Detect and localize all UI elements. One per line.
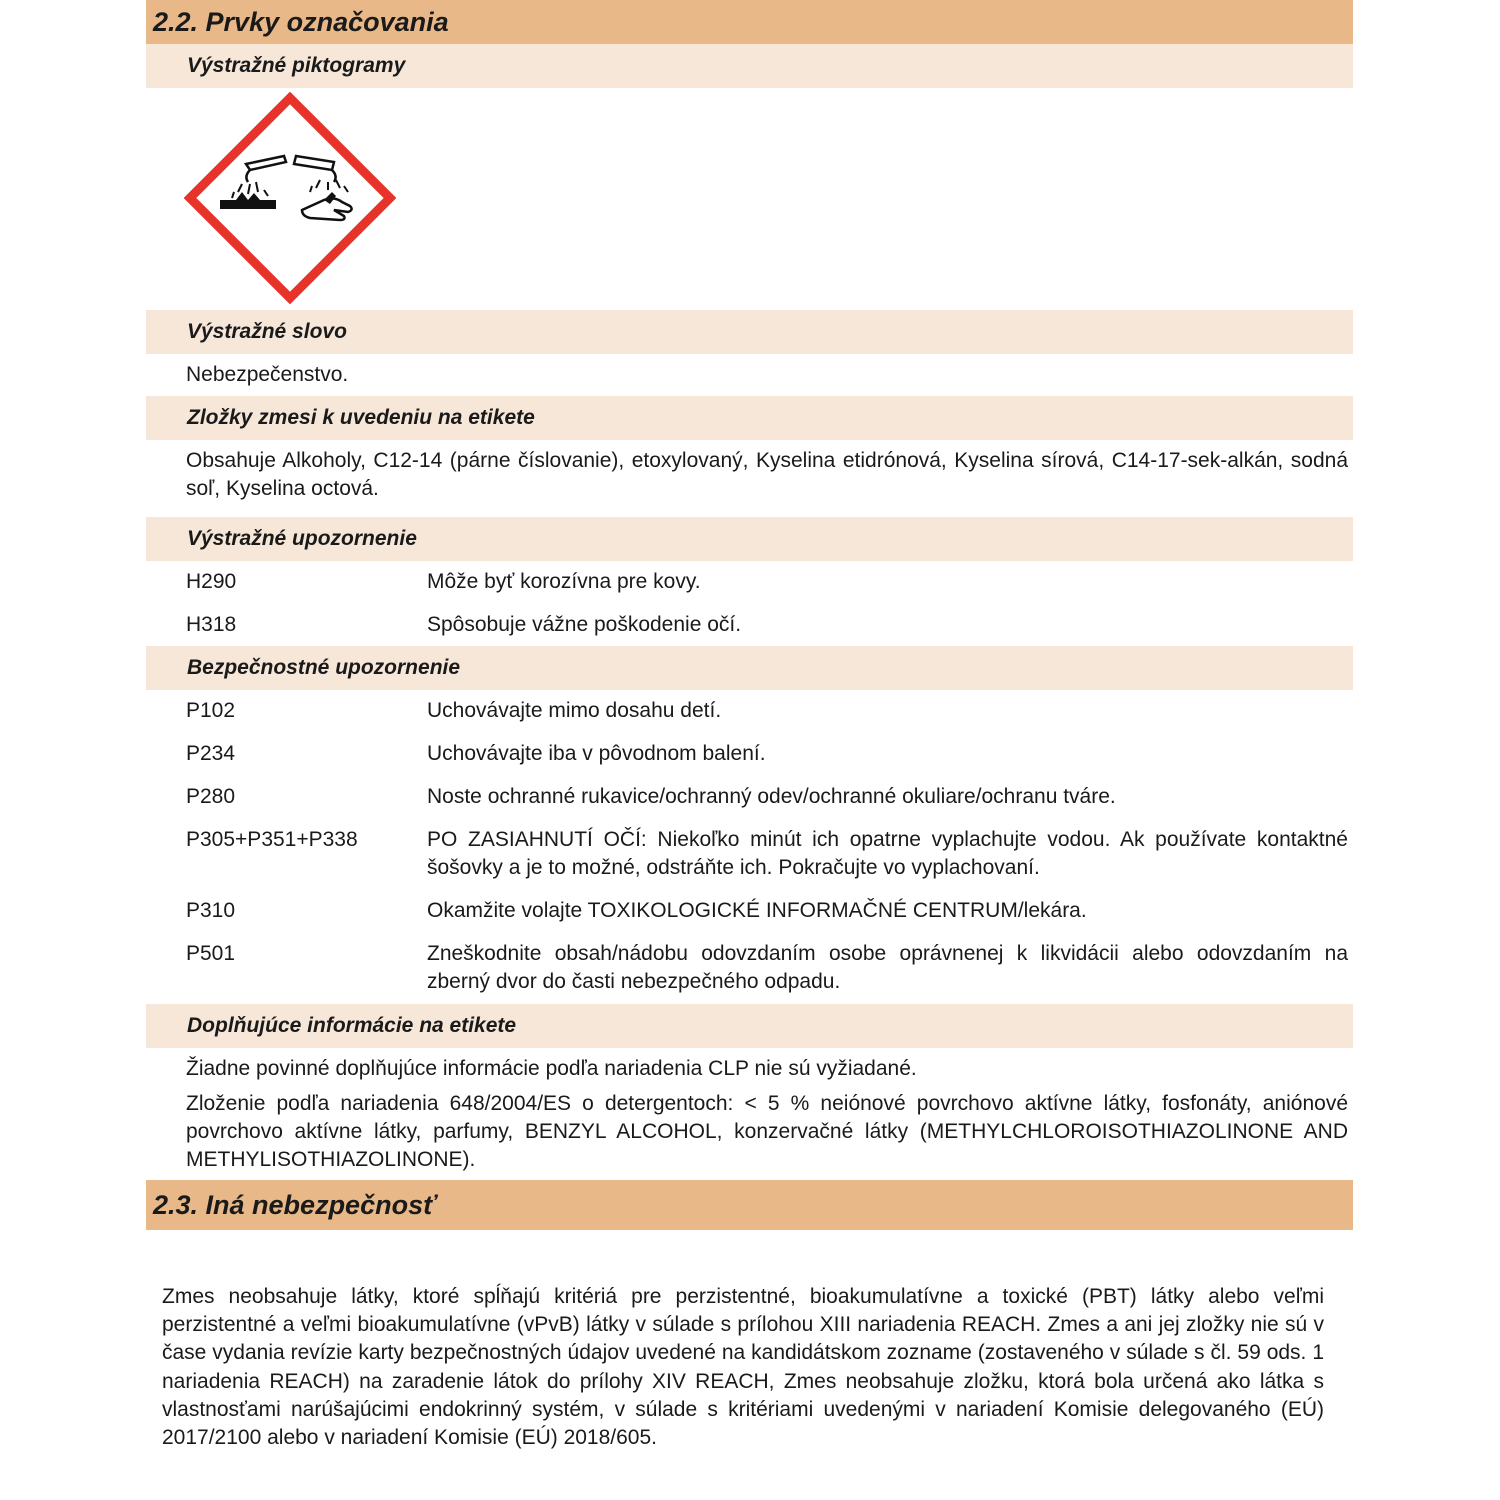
precaution-code: P310 [186, 899, 236, 922]
precaution-text: Noste ochranné rukavice/ochranný odev/ochranné okuliare/ochranu tváre. [427, 785, 1116, 808]
hazard-text: Spôsobuje vážne poškodenie očí. [427, 613, 742, 636]
precaution-row [146, 697, 1353, 725]
precaution-code: P102 [186, 699, 236, 722]
precaution-code: P234 [186, 742, 236, 765]
signal-word-value: Nebezpečenstvo. [186, 363, 349, 386]
components-text: Obsahuje Alkoholy, C12-14 (párne číslovanie), etoxylovaný, Kyselina etidrónová, Kyselina sírová, C14-17-sek-alkán, sodná soľ, Kyselina octová. [186, 449, 1348, 500]
precaution-code: P280 [186, 785, 236, 808]
hazard-code: H318 [186, 613, 237, 636]
precaution-heading: Bezpečnostné upozornenie [146, 646, 1353, 690]
precaution-text: PO ZASIAHNUTÍ OČÍ: Niekoľko minút ich opatrne vyplachujte vodou. Ak používate kontaktné šošovky a je to možné, odstráňte ich. Pokračujte vo vyplachovaní. [427, 828, 1348, 879]
precaution-row [146, 783, 1353, 811]
section-2-3-title: 2.3. Iná nebezpečnosť [146, 1180, 1353, 1230]
precaution-row [146, 940, 1353, 996]
hazard-code: H290 [186, 570, 237, 593]
precaution-text: Uchovávajte mimo dosahu detí. [427, 699, 722, 722]
precaution-code: P501 [186, 942, 236, 965]
signal-word-heading: Výstražné slovo [146, 310, 1353, 354]
precaution-text: Zneškodnite obsah/nádobu odovzdaním osobe oprávnenej k likvidácii alebo odovzdaním na zberný dvor do časti nebezpečného odpadu. [427, 942, 1348, 993]
components-heading: Zložky zmesi k uvedeniu na etikete [146, 396, 1353, 440]
section-2-2-title: 2.2. Prvky označovania [146, 0, 1353, 44]
supplemental-line-1: Žiadne povinné doplňujúce informácie podľa nariadenia CLP nie sú vyžiadané. [186, 1057, 917, 1080]
hazard-heading: Výstražné upozornenie [146, 517, 1353, 561]
supplemental-heading: Doplňujúce informácie na etikete [146, 1004, 1353, 1048]
corrosion-pictogram-icon [184, 92, 396, 304]
hazard-row [146, 611, 1353, 639]
hazard-text: Môže byť korozívna pre kovy. [427, 570, 701, 593]
hazard-row [146, 568, 1353, 596]
pictograms-heading: Výstražné piktogramy [146, 44, 1353, 88]
precaution-row [146, 740, 1353, 768]
pictogram-area [146, 88, 1353, 310]
document [146, 0, 1353, 1230]
precaution-row [146, 897, 1353, 925]
precaution-code: P305+P351+P338 [186, 828, 358, 851]
precaution-text: Uchovávajte iba v pôvodnom balení. [427, 742, 766, 765]
hazard-list [146, 561, 1353, 646]
other-hazards-text: Zmes neobsahuje látky, ktoré spĺňajú kritériá pre perzistentné, bioakumulatívne a toxické (PBT) látky alebo veľmi perzistentné a veľmi bioakumulatívne (vPvB) látky v súlade s prílohou XIII nariadenia REACH. Zmes a ani jej zložky nie sú v čase vydania revízie karty bezpečnostných údajov uvedené na kandidátskom zozname (zostaveného v súlade s čl. 59 ods. 1 nariadenia REACH) na zaradenie látok do prílohy XIV REACH, Zmes neobsahuje zložku, ktorá bola určená ako látka s vlastnosťami narúšajúcimi endokrinný systém, v súlade s kritériami uvedenými v nariadení Komisie delegovaného (EÚ) 2017/2100 alebo v nariadení Komisie (EÚ) 2018/605. [162, 1285, 1324, 1450]
supplemental-line-2: Zloženie podľa nariadenia 648/2004/ES o detergentoch: < 5 % neiónové povrchovo aktívne látky, fosfonáty, aniónové povrchovo aktívne látky, parfumy, BENZYL ALCOHOL, konzervačné látky (METHYLCHLOROISOTHIAZOLINONE AND METHYLISOTHIAZOLINONE). [186, 1092, 1348, 1171]
precaution-list [146, 690, 1353, 1004]
precaution-text: Okamžite volajte TOXIKOLOGICKÉ INFORMAČNÉ CENTRUM/lekára. [427, 899, 1087, 922]
precaution-row [146, 826, 1353, 882]
